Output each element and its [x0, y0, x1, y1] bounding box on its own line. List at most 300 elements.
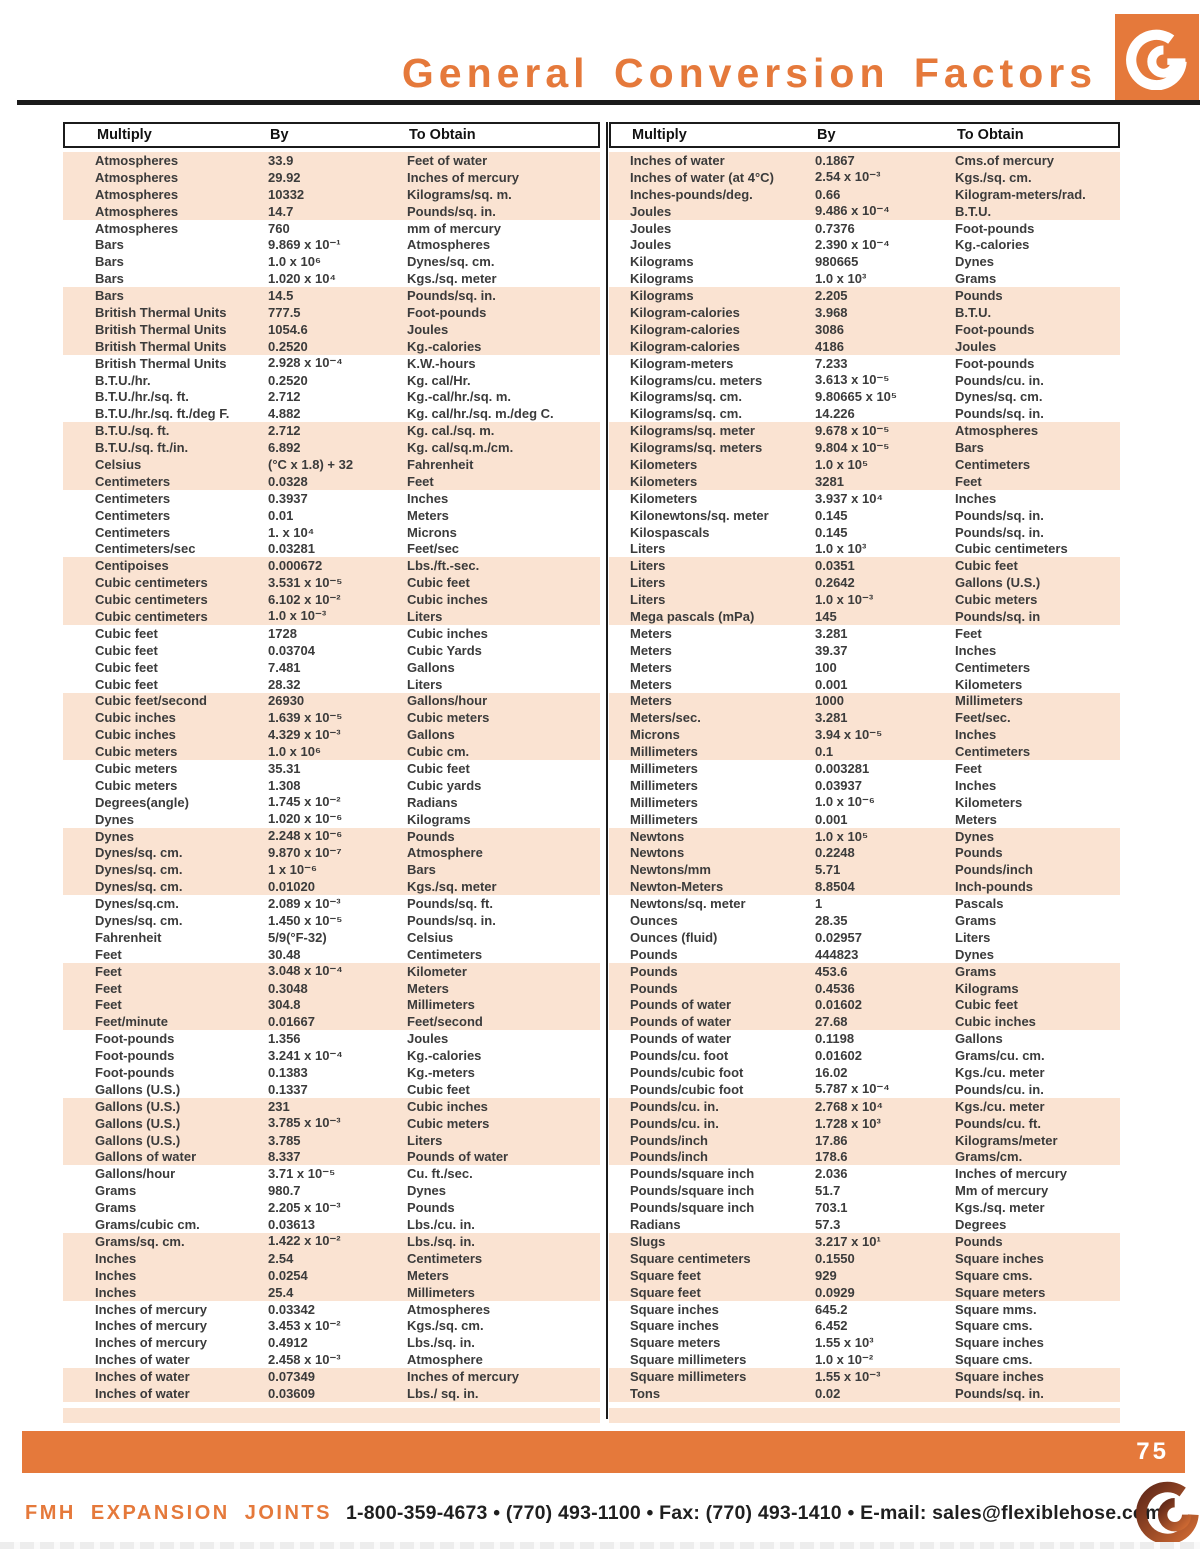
to-obtain-cell: Inches of mercury — [407, 169, 519, 185]
to-obtain-cell: Grams — [955, 913, 997, 929]
table-row — [63, 557, 600, 574]
by-cell: 0.1550 — [815, 1250, 855, 1266]
to-obtain-cell: Grams/cm. — [955, 1149, 1023, 1165]
multiply-cell: Dynes/sq. cm. — [95, 845, 183, 861]
multiply-cell: Inches of mercury — [95, 1301, 207, 1317]
by-cell: 1000 — [815, 693, 844, 709]
multiply-cell: Millimeters — [630, 744, 698, 760]
multiply-cell: Kilograms — [630, 254, 694, 270]
table-row — [63, 304, 600, 321]
to-obtain-cell: Liters — [407, 676, 443, 692]
to-obtain-cell: Kilometers — [955, 794, 1023, 810]
by-cell: 1.0 x 10⁻³ — [268, 608, 327, 624]
by-cell: 14.7 — [268, 203, 294, 219]
by-cell: 3.71 x 10⁻⁵ — [268, 1165, 336, 1181]
to-obtain-cell: Pounds — [955, 288, 1003, 304]
by-cell: 0.0328 — [268, 473, 308, 489]
to-obtain-cell: Cubic feet — [955, 997, 1018, 1013]
multiply-cell: Kilogram-calories — [630, 304, 740, 320]
multiply-cell: Pounds/square inch — [630, 1200, 755, 1216]
multiply-cell: Mega pascals (mPa) — [630, 608, 755, 624]
by-cell: 3.048 x 10⁻⁴ — [268, 963, 343, 979]
to-obtain-cell: Pounds — [407, 828, 455, 844]
to-obtain-cell: Bars — [955, 440, 984, 456]
by-cell: 2.248 x 10⁻⁶ — [268, 828, 343, 844]
by-cell: 1.55 x 10⁻³ — [815, 1368, 881, 1384]
to-obtain-cell: Cubic meters — [407, 710, 490, 726]
table-row — [609, 1368, 1120, 1385]
multiply-cell: Bars — [95, 237, 124, 253]
to-obtain-cell: Pounds of water — [407, 1149, 509, 1165]
multiply-cell: Kilograms/sq. meter — [630, 423, 755, 439]
multiply-cell: Cubic inches — [95, 727, 176, 743]
right-table-filler-band — [609, 1408, 1120, 1423]
to-obtain-cell: Centimeters — [407, 946, 483, 962]
table-row — [63, 490, 600, 507]
multiply-cell: Newtons — [630, 845, 685, 861]
table-row — [63, 980, 600, 997]
table-row — [63, 946, 600, 963]
table-row — [609, 1149, 1120, 1166]
bottom-scan-strip — [0, 1542, 1200, 1549]
to-obtain-cell: Cubic inches — [407, 592, 488, 608]
multiply-cell: Inches of water — [95, 1385, 190, 1401]
multiply-cell: Pounds — [630, 946, 678, 962]
table-row — [609, 709, 1120, 726]
multiply-cell: Bars — [95, 271, 124, 287]
table-row — [63, 709, 600, 726]
to-obtain-cell: Lbs./cu. in. — [407, 1217, 475, 1233]
multiply-cell: Cubic centimeters — [95, 575, 208, 591]
multiply-cell: Degrees(angle) — [95, 794, 189, 810]
by-cell: 0.000672 — [268, 558, 323, 574]
table-row — [609, 676, 1120, 693]
by-cell: 16.02 — [815, 1065, 848, 1081]
multiply-cell: Cubic feet — [95, 676, 158, 692]
table-row — [63, 186, 600, 203]
multiply-cell: Square inches — [630, 1318, 719, 1334]
table-row — [63, 929, 600, 946]
to-obtain-cell: Kilometer — [407, 963, 467, 979]
table-row — [63, 473, 600, 490]
multiply-cell: Meters — [630, 659, 672, 675]
table-row — [609, 794, 1120, 811]
multiply-cell: Gallons (U.S.) — [95, 1132, 181, 1148]
to-obtain-cell: Kgs./sq. meter — [955, 1200, 1045, 1216]
by-cell: 2.205 x 10⁻³ — [268, 1199, 341, 1215]
table-row — [609, 388, 1120, 405]
by-cell: 0.01667 — [268, 1014, 315, 1030]
to-obtain-cell: Pounds — [407, 1200, 455, 1216]
multiply-cell: Feet — [95, 997, 122, 1013]
to-obtain-cell: Gallons — [955, 1031, 1003, 1047]
multiply-cell: Newtons/mm — [630, 862, 711, 878]
to-obtain-cell: Millimeters — [407, 1284, 475, 1300]
to-obtain-cell: Dynes/sq. cm. — [955, 389, 1043, 405]
table-row — [63, 828, 600, 845]
multiply-cell: Gallons (U.S.) — [95, 1115, 181, 1131]
to-obtain-cell: Pounds/sq. ft. — [407, 896, 493, 912]
table-row — [609, 1098, 1120, 1115]
by-cell: 7.233 — [815, 355, 848, 371]
table-row — [609, 895, 1120, 912]
to-obtain-cell: Meters — [407, 507, 449, 523]
table-row — [63, 203, 600, 220]
table-row — [609, 1182, 1120, 1199]
column-header-multiply: Multiply — [632, 127, 687, 143]
to-obtain-cell: Atmosphere — [407, 1352, 483, 1368]
by-cell: 39.37 — [815, 642, 848, 658]
multiply-cell: Kilograms/sq. cm. — [630, 389, 742, 405]
table-row — [609, 152, 1120, 169]
to-obtain-cell: Square cms. — [955, 1352, 1033, 1368]
to-obtain-cell: mm of mercury — [407, 220, 501, 236]
multiply-cell: Atmospheres — [95, 220, 179, 236]
by-cell: 0.001 — [815, 676, 848, 692]
by-cell: 0.2520 — [268, 372, 308, 388]
by-cell: 0.03281 — [268, 541, 315, 557]
multiply-cell: Centimeters — [95, 490, 171, 506]
to-obtain-cell: Kilograms — [407, 811, 471, 827]
footer-page-bar — [22, 1431, 1185, 1473]
to-obtain-cell: Cubic meters — [955, 592, 1038, 608]
multiply-cell: Pounds/cu. in. — [630, 1098, 719, 1114]
by-cell: 57.3 — [815, 1217, 841, 1233]
column-header-by: By — [270, 127, 289, 143]
multiply-cell: Pounds/cubic foot — [630, 1081, 744, 1097]
footer-logo — [1136, 1477, 1200, 1547]
table-row — [609, 625, 1120, 642]
by-cell: 0.2248 — [815, 845, 855, 861]
by-cell: 3.281 — [815, 625, 848, 641]
by-cell: 0.1 — [815, 744, 834, 760]
to-obtain-cell: Pounds/sq. in. — [407, 913, 496, 929]
to-obtain-cell: Square mms. — [955, 1301, 1037, 1317]
by-cell: 760 — [268, 220, 290, 236]
by-cell: 2.712 — [268, 423, 301, 439]
table-row — [609, 236, 1120, 253]
multiply-cell: Cubic centimeters — [95, 608, 208, 624]
table-row — [609, 980, 1120, 997]
table-row — [63, 372, 600, 389]
by-cell: 0.03342 — [268, 1301, 315, 1317]
multiply-cell: Cubic feet/second — [95, 693, 207, 709]
table-row — [609, 828, 1120, 845]
table-row — [63, 777, 600, 794]
multiply-cell: Feet — [95, 946, 122, 962]
table-row — [63, 676, 600, 693]
to-obtain-cell: Joules — [955, 338, 997, 354]
multiply-cell: Liters — [630, 541, 666, 557]
to-obtain-cell: Cubic feet — [955, 558, 1018, 574]
right-table-header — [609, 122, 1120, 148]
by-cell: 0.0929 — [815, 1284, 855, 1300]
table-row — [63, 287, 600, 304]
table-row — [609, 439, 1120, 456]
to-obtain-cell: Pounds/sq. in. — [955, 507, 1044, 523]
table-row — [63, 1030, 600, 1047]
multiply-cell: Feet — [95, 963, 122, 979]
to-obtain-cell: Kilometers — [955, 676, 1023, 692]
to-obtain-cell: Cubic feet — [407, 761, 470, 776]
multiply-cell: Square inches — [630, 1301, 719, 1317]
table-row — [609, 963, 1120, 980]
table-row — [609, 220, 1120, 237]
by-cell: 0.145 — [815, 524, 848, 540]
by-cell: 3281 — [815, 473, 844, 489]
to-obtain-cell: Pounds/cu. in. — [955, 372, 1044, 388]
table-row — [609, 253, 1120, 270]
table-row — [63, 152, 600, 169]
to-obtain-cell: Cubic meters — [407, 1115, 490, 1131]
table-row — [63, 878, 600, 895]
to-obtain-cell: Pounds/sq. in. — [955, 406, 1044, 422]
to-obtain-cell: Centimeters — [955, 659, 1031, 675]
to-obtain-cell: Kg. cal/Hr. — [407, 372, 471, 388]
multiply-cell: Square meters — [630, 1335, 721, 1351]
to-obtain-cell: Celsius — [407, 929, 454, 945]
table-row — [609, 372, 1120, 389]
by-cell: 0.66 — [815, 186, 841, 202]
to-obtain-cell: Kg.-calories — [407, 338, 482, 354]
by-cell: 0.02957 — [815, 929, 862, 945]
to-obtain-cell: Kgs./cu. meter — [955, 1065, 1045, 1081]
multiply-cell: Newtons/sq. meter — [630, 896, 746, 912]
table-row — [609, 574, 1120, 591]
by-cell: 1.0 x 10⁶ — [268, 744, 321, 760]
to-obtain-cell: Inches — [407, 490, 449, 506]
by-cell: 0.4536 — [815, 980, 855, 996]
multiply-cell: Kilospascals — [630, 524, 710, 540]
multiply-cell: Millimeters — [630, 811, 698, 827]
left-table-filler-band — [63, 1408, 600, 1423]
by-cell: 2.928 x 10⁻⁴ — [268, 355, 343, 371]
by-cell: 4186 — [815, 338, 844, 354]
by-cell: 1. x 10⁴ — [268, 524, 315, 540]
multiply-cell: Centimeters — [95, 524, 171, 540]
multiply-cell: Square feet — [630, 1267, 701, 1283]
table-row — [609, 997, 1120, 1014]
multiply-cell: Millimeters — [630, 794, 698, 810]
to-obtain-cell: B.T.U. — [955, 304, 992, 320]
table-row — [609, 1081, 1120, 1098]
table-row — [63, 625, 600, 642]
by-cell: 1.745 x 10⁻² — [268, 794, 341, 810]
to-obtain-cell: Liters — [955, 929, 991, 945]
table-row — [609, 540, 1120, 557]
multiply-cell: Inches of water — [95, 1369, 190, 1385]
table-row — [609, 811, 1120, 828]
multiply-cell: B.T.U./hr./sq. ft. — [95, 389, 189, 405]
to-obtain-cell: Feet — [407, 473, 434, 489]
table-row — [63, 422, 600, 439]
to-obtain-cell: Atmosphere — [407, 845, 483, 861]
to-obtain-cell: Pounds/sq. in. — [955, 524, 1044, 540]
by-cell: 2.712 — [268, 389, 301, 405]
page-title: General Conversion Factors — [401, 50, 1097, 96]
table-row — [609, 270, 1120, 287]
multiply-cell: Inches — [95, 1267, 137, 1283]
table-row — [63, 1233, 600, 1250]
multiply-cell: Liters — [630, 558, 666, 574]
by-cell: 1.639 x 10⁻⁵ — [268, 709, 343, 725]
by-cell: 1.356 — [268, 1031, 301, 1047]
to-obtain-cell: Feet of water — [407, 152, 488, 168]
table-row — [609, 1317, 1120, 1334]
to-obtain-cell: Centimeters — [955, 744, 1031, 760]
by-cell: 28.35 — [815, 913, 848, 929]
table-row — [609, 422, 1120, 439]
multiply-cell: Foot-pounds — [95, 1065, 175, 1081]
to-obtain-cell: Inches — [955, 777, 997, 793]
by-cell: 1.020 x 10⁻⁶ — [268, 811, 343, 827]
to-obtain-cell: Dynes — [407, 1183, 447, 1199]
company-logo — [1115, 14, 1199, 103]
by-cell: 14.5 — [268, 288, 294, 304]
to-obtain-cell: Cu. ft./sec. — [407, 1166, 473, 1182]
multiply-cell: Pounds/cubic foot — [630, 1065, 744, 1081]
multiply-cell: Kilogram-calories — [630, 338, 740, 354]
table-row — [609, 405, 1120, 422]
multiply-cell: Meters — [630, 693, 672, 709]
table-row — [63, 524, 600, 541]
by-cell: 645.2 — [815, 1301, 848, 1317]
multiply-cell: Cubic meters — [95, 761, 178, 776]
to-obtain-cell: Kgs./sq. meter — [407, 879, 497, 895]
multiply-cell: Inches — [95, 1284, 137, 1300]
table-row — [609, 203, 1120, 220]
table-row — [63, 1081, 600, 1098]
by-cell: 0.1337 — [268, 1081, 308, 1097]
to-obtain-cell: Kg.-meters — [407, 1065, 475, 1081]
multiply-cell: Square feet — [630, 1284, 701, 1300]
table-row — [63, 1267, 600, 1284]
by-cell: 2.390 x 10⁻⁴ — [815, 236, 890, 252]
by-cell: 6.102 x 10⁻² — [268, 591, 341, 607]
to-obtain-cell: Inches — [955, 642, 997, 658]
table-row — [63, 1132, 600, 1149]
to-obtain-cell: Square meters — [955, 1284, 1046, 1300]
by-cell: 3.217 x 10¹ — [815, 1233, 881, 1249]
by-cell: 2.54 x 10⁻³ — [815, 169, 881, 185]
multiply-cell: Tons — [630, 1385, 661, 1401]
by-cell: 25.4 — [268, 1284, 294, 1300]
contact-info: 1-800-359-4673 • (770) 493-1100 • Fax: (770) 493-1410 • E-mail: sales@flexiblehose.com — [346, 1502, 1163, 1524]
by-cell: 6.452 — [815, 1318, 848, 1334]
multiply-cell: Pounds/cu. foot — [630, 1048, 729, 1064]
to-obtain-cell: Kg.-calories — [955, 237, 1030, 253]
by-cell: 35.31 — [268, 761, 301, 776]
by-cell: 0.1383 — [268, 1065, 308, 1081]
table-row — [609, 321, 1120, 338]
by-cell: 703.1 — [815, 1200, 848, 1216]
multiply-cell: Square centimeters — [630, 1250, 751, 1266]
by-cell: 7.481 — [268, 659, 301, 675]
by-cell: 14.226 — [815, 406, 855, 422]
to-obtain-cell: Kilograms/sq. m. — [407, 186, 512, 202]
multiply-cell: B.T.U./hr./sq. ft./deg F. — [95, 406, 230, 422]
multiply-cell: Microns — [630, 727, 680, 743]
to-obtain-cell: Cubic inches — [955, 1014, 1036, 1030]
table-row — [63, 1115, 600, 1132]
by-cell: 3.94 x 10⁻⁵ — [815, 726, 883, 742]
multiply-cell: Gallons (U.S.) — [95, 1081, 181, 1097]
by-cell: 1.0 x 10⁻² — [815, 1351, 874, 1367]
table-row — [609, 287, 1120, 304]
table-row — [609, 608, 1120, 625]
to-obtain-cell: Square inches — [955, 1250, 1044, 1266]
table-row — [63, 912, 600, 929]
table-row — [63, 270, 600, 287]
swirl-g-icon — [1126, 28, 1188, 90]
by-cell: 5/9(°F-32) — [268, 929, 327, 945]
multiply-cell: Kilonewtons/sq. meter — [630, 507, 769, 523]
table-row — [63, 1351, 600, 1368]
by-cell: 2.089 x 10⁻³ — [268, 895, 341, 911]
by-cell: 231 — [268, 1098, 290, 1114]
by-cell: 9.678 x 10⁻⁵ — [815, 422, 890, 438]
multiply-cell: Pounds — [630, 963, 678, 979]
multiply-cell: Feet — [95, 980, 122, 996]
multiply-cell: Slugs — [630, 1233, 666, 1249]
table-row — [609, 557, 1120, 574]
table-row — [63, 321, 600, 338]
by-cell: 3.281 — [815, 710, 848, 726]
table-row — [609, 169, 1120, 186]
table-row — [609, 1233, 1120, 1250]
to-obtain-cell: Fahrenheit — [407, 456, 474, 472]
to-obtain-cell: K.W.-hours — [407, 355, 476, 371]
multiply-cell: Kilometers — [630, 490, 698, 506]
by-cell: 0.003281 — [815, 761, 870, 776]
by-cell: 1.0 x 10⁵ — [815, 828, 869, 844]
multiply-cell: Millimeters — [630, 761, 698, 776]
table-row — [63, 760, 600, 777]
table-row — [63, 439, 600, 456]
table-row — [609, 1013, 1120, 1030]
multiply-cell: Centipoises — [95, 558, 169, 574]
to-obtain-cell: Atmospheres — [955, 423, 1039, 439]
table-row — [609, 338, 1120, 355]
multiply-cell: Square millimeters — [630, 1352, 747, 1368]
by-cell: 1 x 10⁻⁶ — [268, 861, 317, 877]
table-row — [63, 693, 600, 710]
multiply-cell: Cubic meters — [95, 777, 178, 793]
table-row — [609, 591, 1120, 608]
multiply-cell: Kilograms — [630, 288, 694, 304]
multiply-cell: Centimeters — [95, 473, 171, 489]
to-obtain-cell: Pascals — [955, 896, 1004, 912]
multiply-cell: Atmospheres — [95, 152, 179, 168]
multiply-cell: Cubic centimeters — [95, 592, 208, 608]
to-obtain-cell: Pounds/cu. in. — [955, 1081, 1044, 1097]
to-obtain-cell: Kg. cal./sq. m. — [407, 423, 495, 439]
to-obtain-cell: Meters — [407, 1267, 449, 1283]
multiply-cell: British Thermal Units — [95, 338, 227, 354]
multiply-cell: Newton-Meters — [630, 879, 724, 895]
table-row — [609, 1165, 1120, 1182]
multiply-cell: Gallons of water — [95, 1149, 197, 1165]
to-obtain-cell: Feet — [955, 761, 982, 776]
table-row — [63, 1165, 600, 1182]
to-obtain-cell: Kgs./sq. cm. — [955, 169, 1032, 185]
by-cell: 6.892 — [268, 440, 301, 456]
table-row — [609, 473, 1120, 490]
multiply-cell: Dynes — [95, 828, 135, 844]
multiply-cell: Inches of mercury — [95, 1318, 207, 1334]
by-cell: 100 — [815, 659, 837, 675]
multiply-cell: Centimeters — [95, 507, 171, 523]
